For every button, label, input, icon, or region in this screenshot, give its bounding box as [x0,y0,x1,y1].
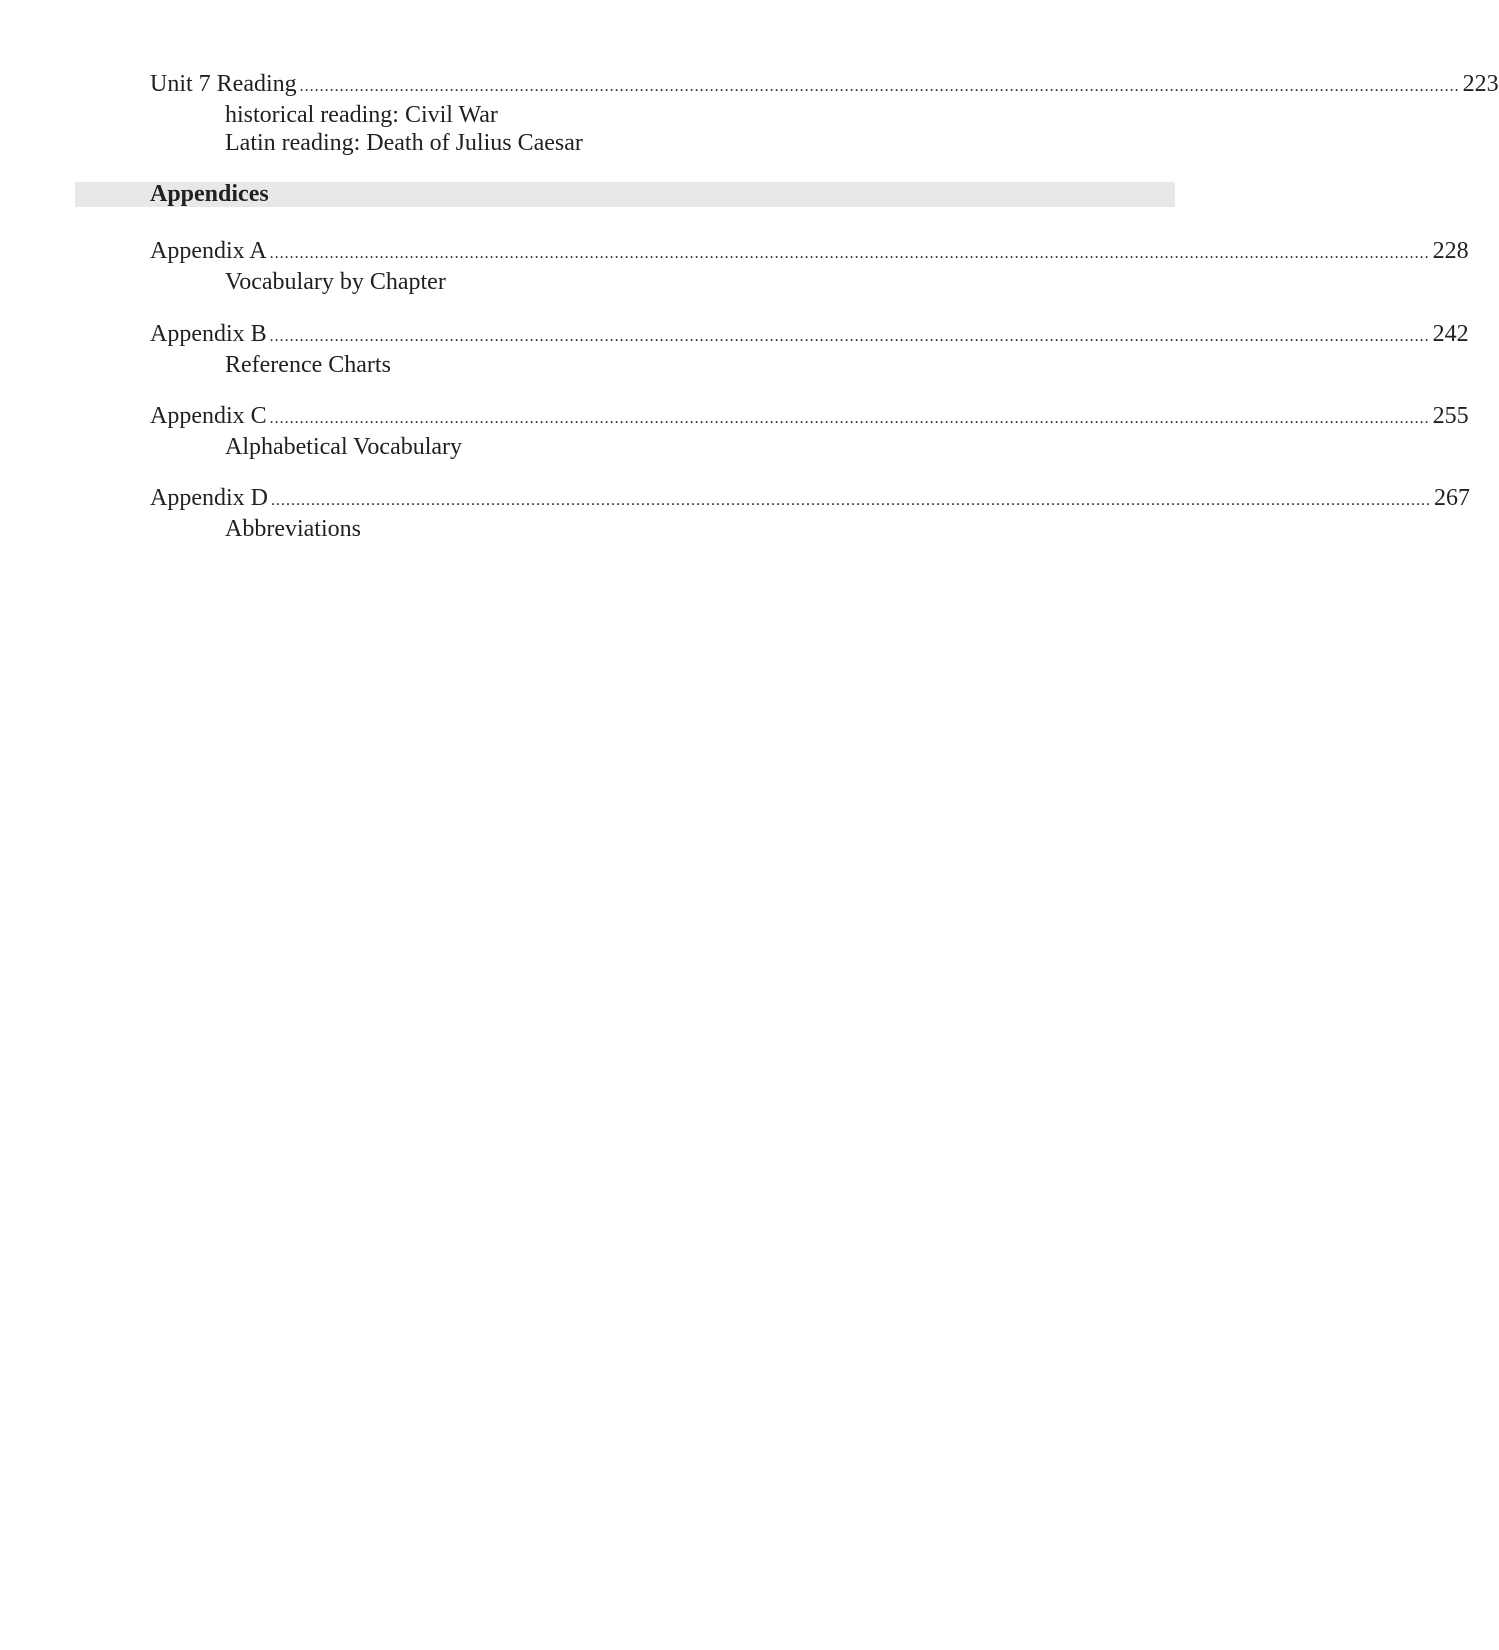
entry-subtitle: Reference Charts [225,352,391,378]
toc-entry-appendix-c [150,402,1469,461]
entry-subtitle: historical reading: Civil War [225,102,498,128]
page-number: 267 [1433,485,1470,511]
toc-entry-appendix-a [150,237,1469,296]
entry-subtitle: Vocabulary by Chapter [225,269,446,295]
toc-entry-line [150,484,1470,515]
toc-entry-appendix-d [150,484,1470,543]
entry-subtitle: Alphabetical Vocabulary [225,434,463,460]
toc-entry-line [150,320,1469,351]
entry-title: Appendix D [150,485,268,511]
dot-leader: ........................................................................................................................................................................................................................................ [269,328,1430,345]
page-number: 255 [1432,403,1469,429]
page-number: 228 [1432,238,1469,264]
dot-leader: ........................................................................................................................................................................................................................................ [269,245,1430,262]
entry-title: Unit 7 Reading [150,71,297,97]
dot-leader: ........................................................................................................................................................................................................................................ [269,410,1430,427]
section-heading-band [75,182,1175,207]
entry-title: Appendix B [150,321,267,347]
toc-entry-line [150,237,1469,268]
toc-entry-line [150,402,1469,433]
toc-entry-line [150,70,1499,101]
entry-subtitle: Latin reading: Death of Julius Caesar [225,130,583,156]
entry-title: Appendix C [150,403,267,429]
entry-title: Appendix A [150,238,267,264]
page-number: 223 [1462,71,1499,97]
entry-subtitle: Abbreviations [225,516,361,542]
toc-entry-appendix-b [150,320,1469,379]
dot-leader: ........................................................................................................................................................................................................................................ [270,492,1431,509]
dot-leader: ........................................................................................................................................................................................................................................ [299,78,1460,95]
page-number: 242 [1432,321,1469,347]
toc-entry-unit7-reading [150,70,1499,157]
section-heading: Appendices [150,181,269,207]
